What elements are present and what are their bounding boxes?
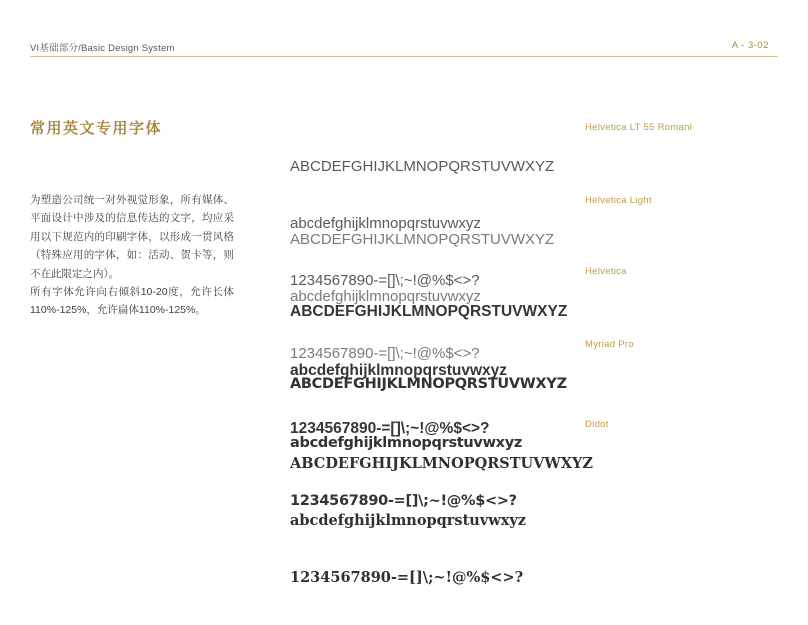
specimen-uppercase: ABCDEFGHIJKLMNOPQRSTUVWXYZ	[290, 303, 568, 320]
specimen-uppercase: ABCDEFGHIJKLMNOPQRSTUVWXYZ	[290, 231, 555, 248]
page-number: A - 3-02	[731, 40, 769, 51]
specimen-lowercase: abcdefghijklmnopqrstuvwxyz	[290, 215, 481, 232]
specimen-lowercase: abcdefghijklmnopqrstuvwxyz	[290, 512, 527, 529]
specimen-lowercase: abcdefghijklmnopqrstuvwxyz	[290, 288, 481, 305]
font-name-label: Helvetica LT 55 Romanl	[585, 122, 693, 133]
specimen-uppercase: ABCDEFGHIJKLMNOPQRSTUVWXYZ	[290, 158, 555, 175]
specimen-uppercase: ABCDEFGHIJKLMNOPQRSTUVWXYZ	[290, 455, 593, 472]
specimen-symbols: 1234567890-=[]\;~!@%$<>?	[290, 420, 490, 437]
intro-paragraph-1: 为塑造公司统一对外视觉形象，所有媒体、平面设计中涉及的信息传达的文字，均应采用以下规范内的印刷字体，以形成一贯风格（特殊应用的字体，如：活动、贺卡等，则不在此限定之内）。	[30, 194, 234, 280]
specimen-symbols: 1234567890-=[]\;~!@%$<>?	[290, 345, 480, 362]
page-title: 常用英文专用字体	[30, 120, 163, 137]
specimen-lowercase: abcdefghijklmnopqrstuvwxyz	[290, 361, 508, 379]
font-name-label: Helvetica Light	[585, 195, 652, 206]
specimen-uppercase: ABCDEFGHIJKLMNOPQRSTUVWXYZ	[290, 376, 567, 392]
specimen-symbols: 1234567890-=[]\;~!@%$<>?	[290, 569, 524, 586]
specimen-text	[290, 416, 808, 625]
intro-text	[30, 191, 234, 320]
document-section-title: VI基础部分/Basic Design System	[30, 43, 175, 54]
font-specimen-didot	[290, 416, 808, 625]
specimen-lowercase: abcdefghijklmnopqrstuvwxyz	[290, 434, 523, 451]
header-divider	[30, 56, 778, 57]
font-name-label: Myriad Pro	[585, 339, 634, 350]
font-name-label: Didot	[585, 419, 609, 430]
specimen-symbols: 1234567890-=[]\;~!@%$<>?	[290, 493, 517, 509]
specimen-symbols: 1234567890-=[]\;~!@%$<>?	[290, 272, 480, 289]
font-name-label: Helvetica	[585, 266, 627, 277]
intro-paragraph-2: 所有字体允许向右倾斜10-20度，允许长体110%-125%，允许扁体110%-125%。	[30, 286, 234, 317]
